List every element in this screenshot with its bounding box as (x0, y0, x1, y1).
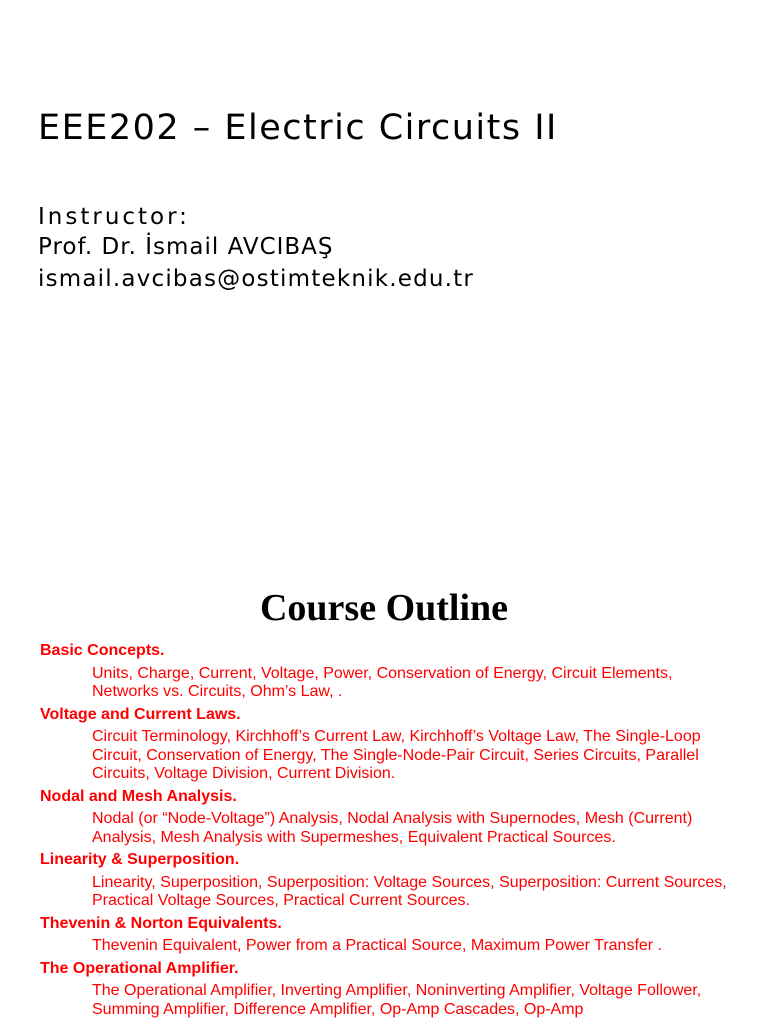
instructor-email: ismail.avcibas@ostimteknik.edu.tr (38, 266, 475, 292)
section-heading: Basic Concepts. (40, 642, 165, 659)
instructor-name: Prof. Dr. İsmail AVCIBAŞ (38, 234, 334, 260)
section-heading: The Operational Amplifier. (40, 959, 239, 977)
section-heading: Thevenin & Norton Equivalents. (40, 914, 282, 932)
section-topics: Circuit Terminology, Kirchhoff’s Current Law, Kirchhoff’s Voltage Law, The Single-Loop Circuit, Conservation of Energy, The Single-Node-Pair Circuit, Series Circuits, Parallel Circuits, Voltage Division, Current Division. (92, 728, 701, 782)
section-heading: Nodal and Mesh Analysis. (40, 787, 237, 805)
outline-section (40, 642, 740, 702)
outline-list (40, 642, 740, 1023)
section-topics: Nodal (or “Node-Voltage”) Analysis, Nodal Analysis with Supernodes, Mesh (Current) Analysis, Mesh Analysis with Supermeshes, Equivalent Practical Sources. (92, 810, 693, 846)
outline-section (40, 706, 740, 784)
outline-section (40, 915, 740, 956)
section-topics: The Operational Amplifier, Inverting Amplifier, Noninverting Amplifier, Voltage Follower, Summing Amplifier, Difference Amplifier, Op-Amp Cascades, Op-Amp (92, 982, 702, 1018)
course-title: EEE202 – Electric Circuits II (38, 108, 558, 148)
section-topics: Thevenin Equivalent, Power from a Practical Source, Maximum Power Transfer . (92, 937, 662, 954)
instructor-label: Instructor: (38, 204, 190, 230)
section-heading: Voltage and Current Laws. (40, 705, 241, 723)
section-topics: Units, Charge, Current, Voltage, Power, Conservation of Energy, Circuit Elements, Networks vs. Circuits, Ohm’s Law, . (92, 664, 673, 700)
section-topics: Linearity, Superposition, Superposition: Voltage Sources, Superposition: Current Sources, Practical Voltage Sources, Practical Current Sources. (92, 873, 727, 909)
outline-section (40, 788, 740, 848)
section-heading: Linearity & Superposition. (40, 851, 240, 868)
outline-title: Course Outline (259, 587, 509, 629)
outline-slide (0, 560, 768, 1024)
outline-section (40, 851, 740, 911)
outline-section (40, 960, 740, 1020)
